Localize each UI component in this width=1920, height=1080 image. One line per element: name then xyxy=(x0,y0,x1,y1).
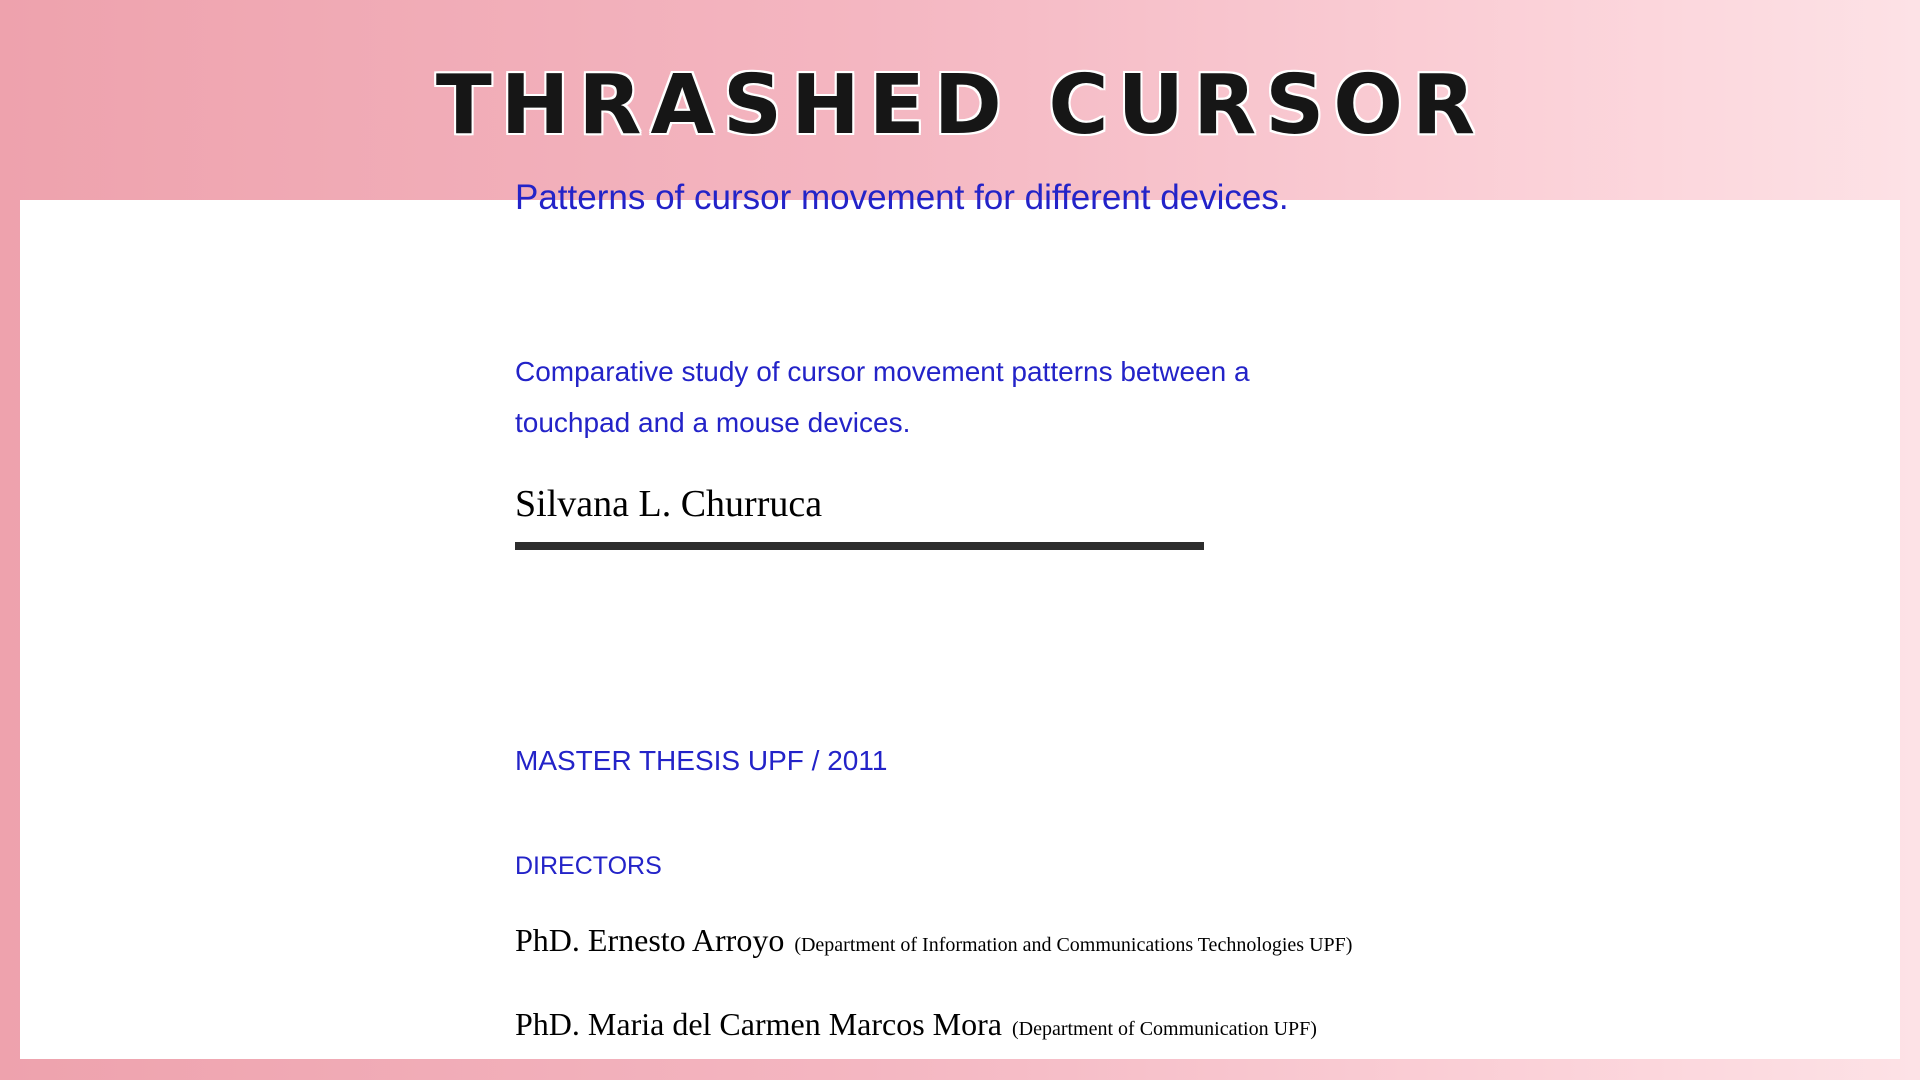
document-subtitle: Comparative study of cursor movement patterns between a touchpad and a mouse devices. xyxy=(515,356,1250,438)
document-panel xyxy=(20,178,1900,1059)
director-department: (Department of Communication UPF) xyxy=(1011,1018,1317,1040)
document-title-cut-off: Patterns of cursor movement for different devices. xyxy=(515,178,1289,217)
director-name: PhD. Ernesto Arroyo xyxy=(515,922,785,958)
director-item xyxy=(515,1006,1317,1043)
document-content xyxy=(515,178,1515,1059)
director-name: PhD. Maria del Carmen Marcos Mora xyxy=(515,1006,1002,1042)
banner-title: THRASHED CURSOR xyxy=(435,58,1485,153)
author-name: Silvana L. Churruca xyxy=(515,483,823,525)
author-underline-divider xyxy=(515,542,1204,550)
directors-heading: DIRECTORS xyxy=(515,852,662,880)
director-department: (Department of Information and Communications Technologies UPF) xyxy=(794,934,1353,956)
director-item xyxy=(515,922,1352,959)
thesis-label: MASTER THESIS UPF / 2011 xyxy=(515,745,888,776)
